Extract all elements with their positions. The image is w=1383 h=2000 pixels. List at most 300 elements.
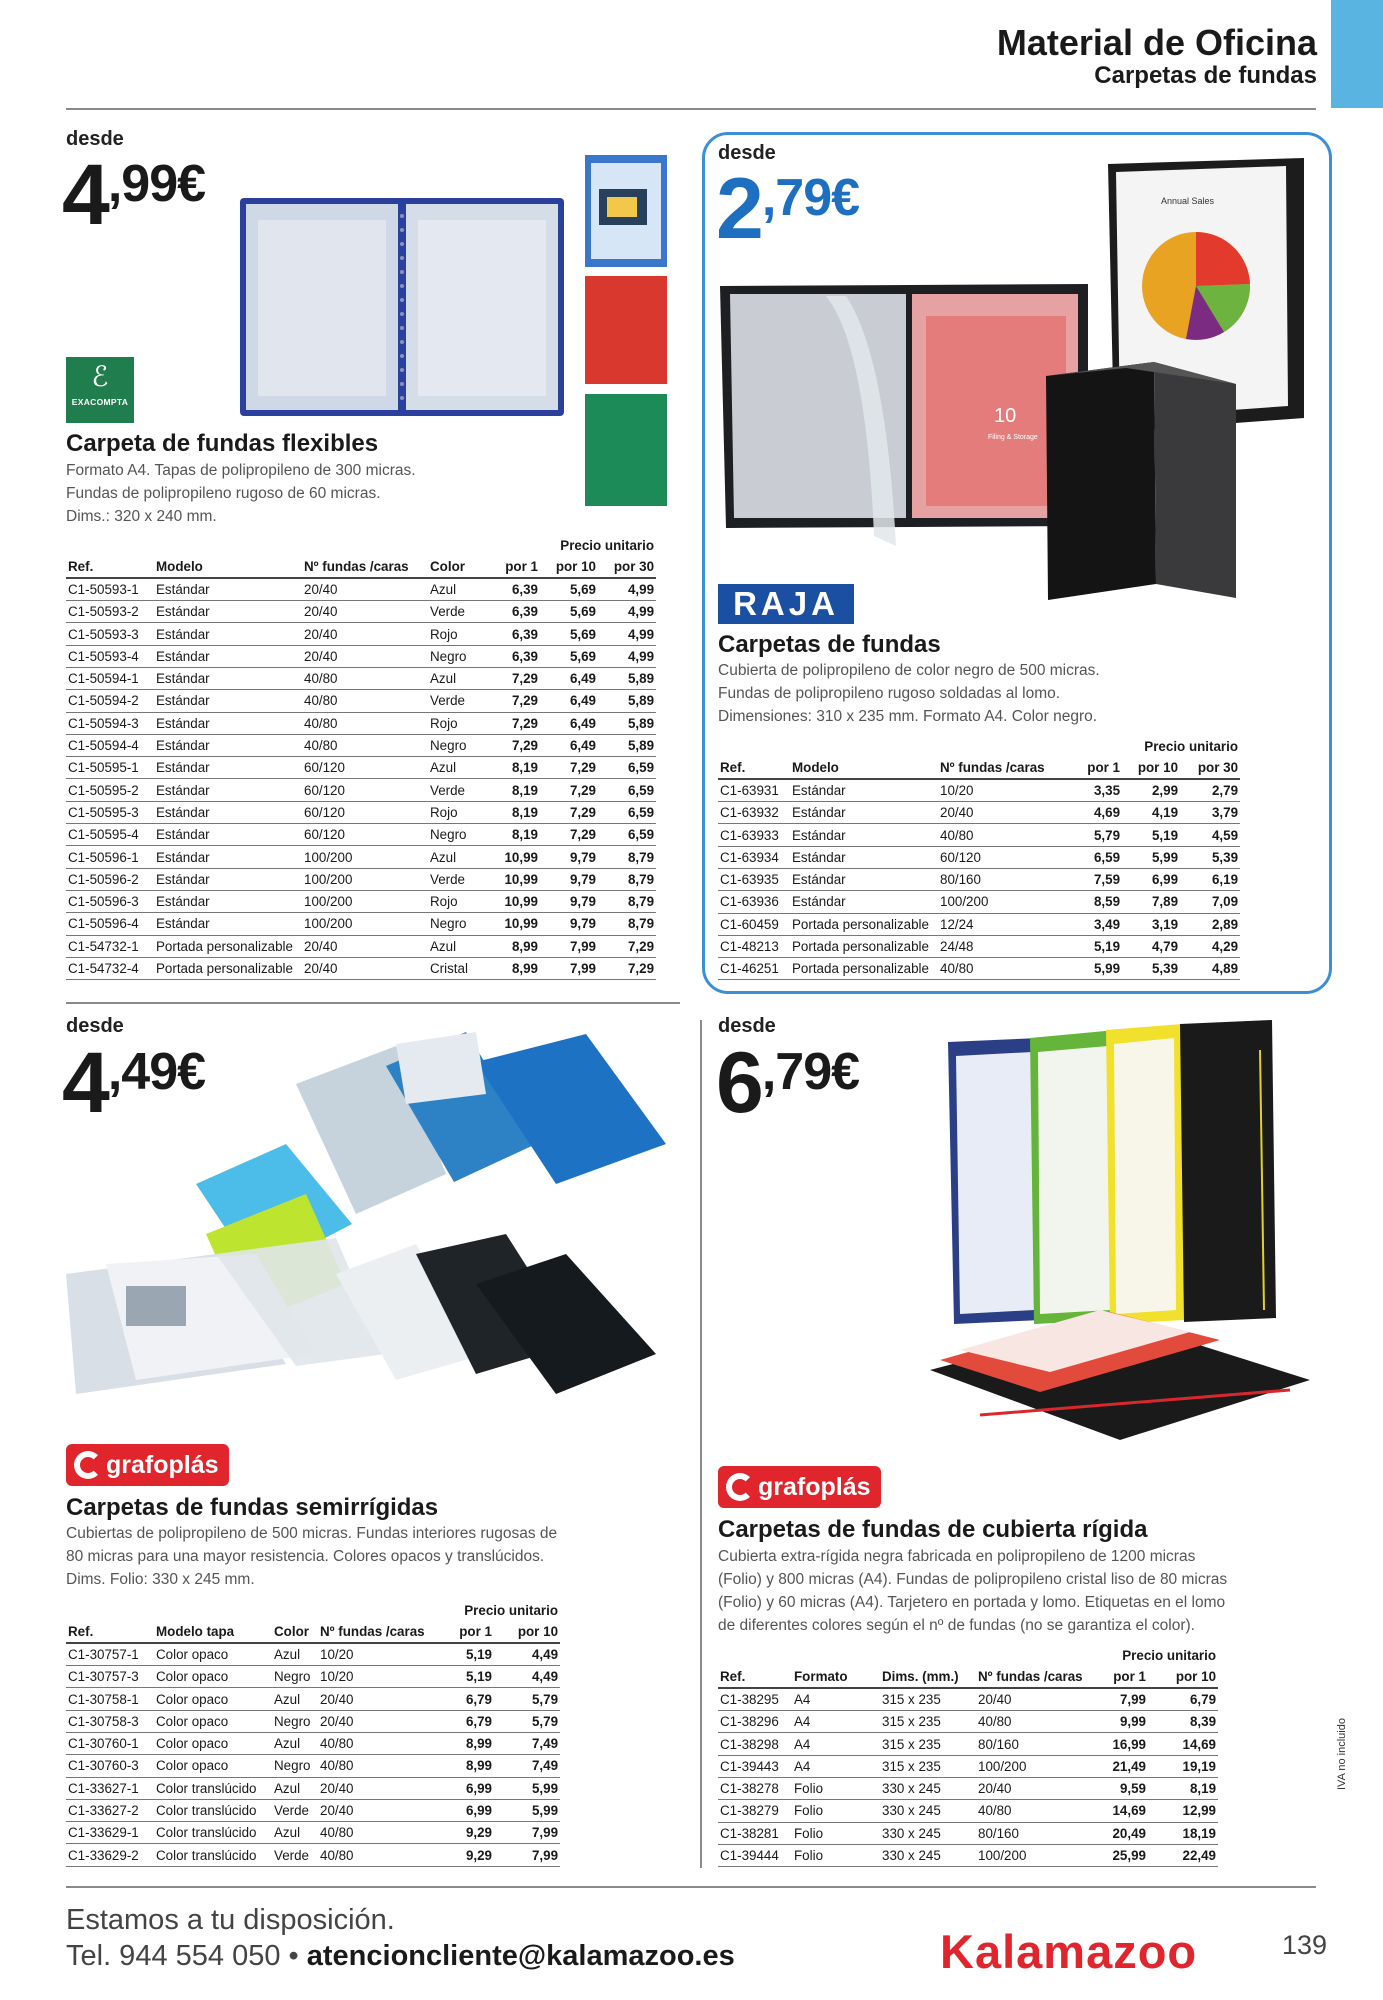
table-cell: 6,49 <box>540 667 598 689</box>
table-row <box>66 623 656 645</box>
table-cell: 2,79 <box>1180 779 1240 801</box>
table-cell: 20/40 <box>318 1799 436 1821</box>
table-cell: 6,39 <box>488 601 540 623</box>
table-cell: Color translúcido <box>154 1799 272 1821</box>
table-cell: Cristal <box>428 957 488 979</box>
table-cell: Estándar <box>154 779 302 801</box>
table-cell: Rojo <box>428 890 488 912</box>
precio-unitario-label: Precio unitario <box>560 537 655 553</box>
table-row <box>66 645 656 667</box>
table-cell: 5,79 <box>1064 824 1122 846</box>
table-cell: Negro <box>272 1666 318 1688</box>
black-folders-photo <box>716 156 1316 602</box>
rigid-folders-photo <box>920 1020 1320 1448</box>
product-description: Cubierta de polipropileno de color negro de 500 micras. Fundas de polipropileno rugoso soldadas al lomo. Dimensiones: 310 x 235 mm. Formato A4. Color negro. <box>718 662 1100 725</box>
table-row <box>66 1822 560 1844</box>
table-cell: 5,39 <box>1180 846 1240 868</box>
table-cell: Estándar <box>790 891 938 913</box>
table-cell: C1-63931 <box>718 779 790 801</box>
table-cell: 5,69 <box>540 645 598 667</box>
table-row <box>718 1711 1218 1733</box>
table-cell: 7,99 <box>540 957 598 979</box>
table-cell: 6,49 <box>540 690 598 712</box>
table-cell: Azul <box>272 1777 318 1799</box>
table-cell: Color opaco <box>154 1643 272 1665</box>
table-cell: 8,79 <box>598 913 656 935</box>
table-cell: 12,99 <box>1148 1800 1218 1822</box>
table-cell: 20/40 <box>976 1777 1086 1799</box>
table-row <box>718 1822 1218 1844</box>
table-cell: 40/80 <box>302 690 428 712</box>
table-row <box>66 1688 560 1710</box>
table-cell: 10/20 <box>938 779 1064 801</box>
table-cell: 20/40 <box>318 1688 436 1710</box>
table-row <box>66 1777 560 1799</box>
product-description: Cubierta extra-rígida negra fabricada en polipropileno de 1200 micras (Folio) y 800 micras (A4). Fundas de polipropileno cristal liso de 80 micras (Folio) y 60 micras (A4). Tarjetero en portada y lomo. Etiquetas en el lomo de diferentes colores según el nº de fundas (no se garantiza el color). <box>718 1548 1228 1634</box>
raja-logo: RAJA <box>718 584 854 624</box>
table-cell: 7,49 <box>494 1755 560 1777</box>
table-cell: 5,99 <box>1122 846 1180 868</box>
table-cell: 4,99 <box>598 623 656 645</box>
table-cell: 3,79 <box>1180 802 1240 824</box>
iva-note: IVA no incluido <box>1336 1718 1348 1790</box>
price-decimal: ,49€ <box>107 1043 206 1101</box>
table-cell: 4,19 <box>1122 802 1180 824</box>
table-cell: 7,99 <box>540 935 598 957</box>
table-row <box>66 957 656 979</box>
table-cell: 6,39 <box>488 578 540 600</box>
table-cell: 40/80 <box>976 1800 1086 1822</box>
table-cell: 60/120 <box>302 801 428 823</box>
table-cell: 9,79 <box>540 913 598 935</box>
table-cell: 5,79 <box>494 1688 560 1710</box>
table-row <box>66 846 656 868</box>
table-cell: C1-38278 <box>718 1777 792 1799</box>
table-cell: C1-54732-4 <box>66 957 154 979</box>
table-cell: Verde <box>428 690 488 712</box>
table-cell: 20/40 <box>302 623 428 645</box>
table-row <box>66 1710 560 1732</box>
table-cell: 12/24 <box>938 913 1064 935</box>
grafoplas-g-icon <box>726 1473 754 1501</box>
table-cell: 7,29 <box>540 824 598 846</box>
table-cell: Estándar <box>154 734 302 756</box>
grafoplas-logo: grafoplás <box>718 1466 881 1508</box>
table-cell: 3,35 <box>1064 779 1122 801</box>
table-cell: 330 x 245 <box>880 1777 976 1799</box>
footer-contact: Tel. 944 554 050 • atencioncliente@kalamazoo.es <box>66 1940 735 1972</box>
table-cell: 5,99 <box>494 1799 560 1821</box>
table-cell: 80/160 <box>938 868 1064 890</box>
table-row <box>718 868 1240 890</box>
table-cell: C1-30758-3 <box>66 1710 154 1732</box>
table-cell: 7,29 <box>488 690 540 712</box>
table-cell: Estándar <box>154 868 302 890</box>
table-row <box>718 1733 1218 1755</box>
table-cell: 14,69 <box>1148 1733 1218 1755</box>
table-cell: A4 <box>792 1755 880 1777</box>
table-row <box>66 1755 560 1777</box>
table-cell: Azul <box>428 578 488 600</box>
table-cell: 9,59 <box>1086 1777 1148 1799</box>
table-cell: Folio <box>792 1844 880 1866</box>
table-cell: 40/80 <box>938 958 1064 980</box>
table-cell: 8,19 <box>488 801 540 823</box>
table-cell: 60/120 <box>302 779 428 801</box>
footer-email[interactable]: atencioncliente@kalamazoo.es <box>306 1940 735 1972</box>
column-header: por 1 <box>488 556 540 578</box>
table-cell: Portada personalizable <box>154 935 302 957</box>
table-cell: 40/80 <box>938 824 1064 846</box>
table-cell: C1-60459 <box>718 913 790 935</box>
price-integer: 2 <box>716 161 762 257</box>
table-cell: Verde <box>272 1799 318 1821</box>
table-cell: 6,59 <box>598 824 656 846</box>
table-cell: 20/40 <box>976 1688 1086 1710</box>
table-cell: 6,79 <box>436 1688 494 1710</box>
table-row <box>718 1800 1218 1822</box>
table-cell: 5,79 <box>494 1710 560 1732</box>
table-row <box>718 1755 1218 1777</box>
table-row <box>66 757 656 779</box>
table-header <box>718 1666 1218 1688</box>
table-cell: 8,99 <box>436 1732 494 1754</box>
table-cell: 4,59 <box>1180 824 1240 846</box>
table-cell: C1-39443 <box>718 1755 792 1777</box>
table-cell: 100/200 <box>302 846 428 868</box>
table-cell: C1-30757-3 <box>66 1666 154 1688</box>
table-row <box>66 801 656 823</box>
table-cell: Estándar <box>790 779 938 801</box>
column-header: Modelo tapa <box>154 1621 272 1643</box>
table-cell: 5,19 <box>1122 824 1180 846</box>
table-cell: 6,49 <box>540 734 598 756</box>
table-cell: Folio <box>792 1777 880 1799</box>
flexible-folder-photo <box>238 196 566 418</box>
table-cell: Verde <box>428 779 488 801</box>
table-cell: 4,49 <box>494 1643 560 1665</box>
column-header: Modelo <box>790 757 938 779</box>
page-number: 139 <box>1282 1930 1328 1960</box>
table-cell: Portada personalizable <box>790 958 938 980</box>
table-cell: 19,19 <box>1148 1755 1218 1777</box>
table-cell: Estándar <box>154 667 302 689</box>
table-cell: 7,89 <box>1122 891 1180 913</box>
table-cell: 25,99 <box>1086 1844 1148 1866</box>
table-cell: 2,99 <box>1122 779 1180 801</box>
desde-label: desde <box>66 1015 124 1037</box>
table-cell: 7,29 <box>540 779 598 801</box>
table-cell: 20/40 <box>302 957 428 979</box>
table-cell: Color translúcido <box>154 1777 272 1799</box>
table-cell: C1-33627-2 <box>66 1799 154 1821</box>
table-cell: Folio <box>792 1800 880 1822</box>
table-cell: 6,39 <box>488 645 540 667</box>
table-cell: 6,79 <box>1148 1688 1218 1710</box>
table-cell: 20/40 <box>302 601 428 623</box>
table-cell: 8,19 <box>488 757 540 779</box>
table-cell: 20/40 <box>318 1710 436 1732</box>
table-cell: 9,79 <box>540 868 598 890</box>
table-row <box>66 824 656 846</box>
table-cell: 4,99 <box>598 578 656 600</box>
table-cell: 7,29 <box>540 757 598 779</box>
table-cell: 4,69 <box>1064 802 1122 824</box>
table-cell: A4 <box>792 1688 880 1710</box>
table-cell: Color opaco <box>154 1732 272 1754</box>
table-cell: C1-33627-1 <box>66 1777 154 1799</box>
table-row <box>718 1688 1218 1710</box>
precio-unitario-label: Precio unitario <box>464 1602 559 1618</box>
table-cell: Negro <box>272 1710 318 1732</box>
table-cell: 60/120 <box>938 846 1064 868</box>
table-cell: 80/160 <box>976 1822 1086 1844</box>
table-cell: 9,99 <box>1086 1711 1148 1733</box>
table-cell: 8,59 <box>1064 891 1122 913</box>
column-header: por 30 <box>1180 757 1240 779</box>
table-cell: 10/20 <box>318 1666 436 1688</box>
table-cell: Estándar <box>154 690 302 712</box>
table-cell: 6,99 <box>1122 868 1180 890</box>
column-header: Dims. (mm.) <box>880 1666 976 1688</box>
table-row <box>718 891 1240 913</box>
footer-availability: Estamos a tu disposición. <box>66 1904 395 1936</box>
table-cell: Estándar <box>790 824 938 846</box>
table-cell: 4,79 <box>1122 935 1180 957</box>
table-cell: 9,29 <box>436 1822 494 1844</box>
table-header <box>718 757 1240 779</box>
table-cell: Portada personalizable <box>154 957 302 979</box>
table-cell: 10,99 <box>488 913 540 935</box>
table-cell: 7,29 <box>598 957 656 979</box>
table-cell: Azul <box>428 935 488 957</box>
table-cell: 7,49 <box>494 1732 560 1754</box>
table-cell: 40/80 <box>976 1711 1086 1733</box>
table-cell: 10,99 <box>488 846 540 868</box>
column-header: por 10 <box>540 556 598 578</box>
price-table-rigid <box>718 1644 1218 1867</box>
table-row <box>718 779 1240 801</box>
column-header: Formato <box>792 1666 880 1688</box>
column-header: por 10 <box>1122 757 1180 779</box>
table-row <box>66 1844 560 1866</box>
table-cell: 6,59 <box>598 801 656 823</box>
table-cell: Estándar <box>154 890 302 912</box>
table-cell: C1-50594-1 <box>66 667 154 689</box>
table-cell: Estándar <box>154 846 302 868</box>
table-cell: C1-50596-1 <box>66 846 154 868</box>
table-cell: C1-30760-3 <box>66 1755 154 1777</box>
column-header: por 1 <box>436 1621 494 1643</box>
table-cell: 5,89 <box>598 667 656 689</box>
precio-unitario-label: Precio unitario <box>1144 738 1239 754</box>
table-row <box>66 1732 560 1754</box>
table-cell: C1-39444 <box>718 1844 792 1866</box>
table-cell: Estándar <box>790 868 938 890</box>
table-cell: 8,99 <box>488 935 540 957</box>
column-header: por 1 <box>1064 757 1122 779</box>
table-row <box>66 913 656 935</box>
table-cell: C1-38295 <box>718 1688 792 1710</box>
price-decimal: ,79€ <box>761 1043 860 1101</box>
table-cell: Portada personalizable <box>790 935 938 957</box>
table-row <box>66 779 656 801</box>
table-cell: 20/40 <box>302 578 428 600</box>
table-cell: Estándar <box>154 623 302 645</box>
table-cell: 40/80 <box>318 1755 436 1777</box>
section-divider-left <box>66 1002 680 1004</box>
table-header <box>66 556 656 578</box>
svg-text:Filing & Storage: Filing & Storage <box>988 434 1038 441</box>
table-cell: 9,79 <box>540 846 598 868</box>
table-cell: 10,99 <box>488 868 540 890</box>
table-cell: 8,79 <box>598 890 656 912</box>
table-cell: Azul <box>428 846 488 868</box>
table-cell: 100/200 <box>302 913 428 935</box>
column-header: Ref. <box>718 757 790 779</box>
table-cell: Color opaco <box>154 1755 272 1777</box>
svg-text:Annual Sales: Annual Sales <box>1161 196 1215 206</box>
table-cell: 8,19 <box>1148 1777 1218 1799</box>
product-title: Carpeta de fundas flexibles <box>66 430 379 457</box>
table-cell: 100/200 <box>302 890 428 912</box>
column-header: por 1 <box>1086 1666 1148 1688</box>
table-row <box>66 890 656 912</box>
table-cell: Estándar <box>154 712 302 734</box>
table-row <box>718 913 1240 935</box>
table-cell: Negro <box>428 645 488 667</box>
table-cell: 7,29 <box>488 667 540 689</box>
table-row <box>66 578 656 600</box>
table-cell: C1-50593-2 <box>66 601 154 623</box>
green-folder-swatch <box>585 394 667 506</box>
table-cell: 330 x 245 <box>880 1800 976 1822</box>
table-cell: C1-46251 <box>718 958 790 980</box>
table-cell: 21,49 <box>1086 1755 1148 1777</box>
grafoplas-logo: grafoplás <box>66 1444 229 1486</box>
table-cell: 7,59 <box>1064 868 1122 890</box>
table-cell: 20/40 <box>302 645 428 667</box>
svg-text:10: 10 <box>994 405 1017 427</box>
price-integer: 6 <box>716 1035 762 1131</box>
table-cell: 7,29 <box>488 712 540 734</box>
table-cell: 60/120 <box>302 824 428 846</box>
table-cell: Negro <box>272 1755 318 1777</box>
table-cell: 5,89 <box>598 734 656 756</box>
table-cell: 6,19 <box>1180 868 1240 890</box>
table-cell: 100/200 <box>302 868 428 890</box>
table-cell: 315 x 235 <box>880 1733 976 1755</box>
desde-label: desde <box>718 1015 776 1037</box>
product-description: Formato A4. Tapas de polipropileno de 300 micras. Fundas de polipropileno rugoso de 60 micras. Dims.: 320 x 240 mm. <box>66 462 416 525</box>
table-cell: 6,39 <box>488 623 540 645</box>
table-cell: Verde <box>428 868 488 890</box>
table-cell: C1-30758-1 <box>66 1688 154 1710</box>
table-cell: 6,79 <box>436 1710 494 1732</box>
table-cell: Estándar <box>790 802 938 824</box>
grafoplas-g-icon <box>74 1451 102 1479</box>
table-cell: Azul <box>428 757 488 779</box>
table-cell: 80/160 <box>976 1733 1086 1755</box>
table-cell: C1-50593-1 <box>66 578 154 600</box>
header-accent-tab <box>1331 0 1383 108</box>
product-title: Carpetas de fundas semirrígidas <box>66 1494 439 1521</box>
table-cell: 7,99 <box>1086 1688 1148 1710</box>
column-header: Nº fundas /caras <box>976 1666 1086 1688</box>
table-cell: 6,99 <box>436 1799 494 1821</box>
table-row <box>718 846 1240 868</box>
table-cell: C1-38298 <box>718 1733 792 1755</box>
table-cell: 6,99 <box>436 1777 494 1799</box>
table-cell: 5,19 <box>436 1666 494 1688</box>
table-cell: 9,79 <box>540 890 598 912</box>
table-cell: 5,19 <box>436 1643 494 1665</box>
table-cell: Azul <box>272 1688 318 1710</box>
table-cell: 9,29 <box>436 1844 494 1866</box>
table-cell: 40/80 <box>302 712 428 734</box>
table-cell: C1-38279 <box>718 1800 792 1822</box>
table-cell: 4,29 <box>1180 935 1240 957</box>
table-cell: 40/80 <box>318 1822 436 1844</box>
table-cell: A4 <box>792 1733 880 1755</box>
red-folder-swatch <box>585 276 667 384</box>
table-cell: Verde <box>272 1844 318 1866</box>
table-cell: C1-50596-2 <box>66 868 154 890</box>
desde-label: desde <box>718 142 776 164</box>
table-row <box>718 1777 1218 1799</box>
table-row <box>718 1844 1218 1866</box>
table-cell: C1-50596-4 <box>66 913 154 935</box>
table-cell: C1-50596-3 <box>66 890 154 912</box>
price-table-semirigid <box>66 1599 560 1867</box>
table-cell: C1-50595-3 <box>66 801 154 823</box>
table-cell: Color translúcido <box>154 1844 272 1866</box>
table-cell: 20/40 <box>318 1777 436 1799</box>
table-cell: C1-38281 <box>718 1822 792 1844</box>
table-cell: 5,89 <box>598 712 656 734</box>
table-cell: Negro <box>428 913 488 935</box>
table-cell: 3,19 <box>1122 913 1180 935</box>
table-row <box>718 958 1240 980</box>
table-cell: 6,59 <box>598 779 656 801</box>
table-cell: 330 x 245 <box>880 1844 976 1866</box>
table-cell: C1-50594-3 <box>66 712 154 734</box>
column-header: Ref. <box>718 1666 792 1688</box>
table-row <box>66 1799 560 1821</box>
table-row <box>718 824 1240 846</box>
table-cell: 5,39 <box>1122 958 1180 980</box>
table-cell: 2,89 <box>1180 913 1240 935</box>
table-cell: Verde <box>428 601 488 623</box>
table-row <box>66 667 656 689</box>
table-cell: 5,99 <box>494 1777 560 1799</box>
table-cell: C1-50594-4 <box>66 734 154 756</box>
table-cell: 100/200 <box>938 891 1064 913</box>
table-row <box>66 601 656 623</box>
table-row <box>66 690 656 712</box>
product-title: Carpetas de fundas de cubierta rígida <box>718 1516 1148 1543</box>
table-cell: Azul <box>428 667 488 689</box>
table-cell: C1-38296 <box>718 1711 792 1733</box>
table-cell: Color translúcido <box>154 1822 272 1844</box>
table-cell: 5,99 <box>1064 958 1122 980</box>
page-title: Material de Oficina <box>996 22 1317 63</box>
table-header <box>66 1621 560 1643</box>
table-cell: C1-33629-2 <box>66 1844 154 1866</box>
header-divider <box>66 108 1316 110</box>
table-cell: Estándar <box>154 578 302 600</box>
table-cell: 22,49 <box>1148 1844 1218 1866</box>
